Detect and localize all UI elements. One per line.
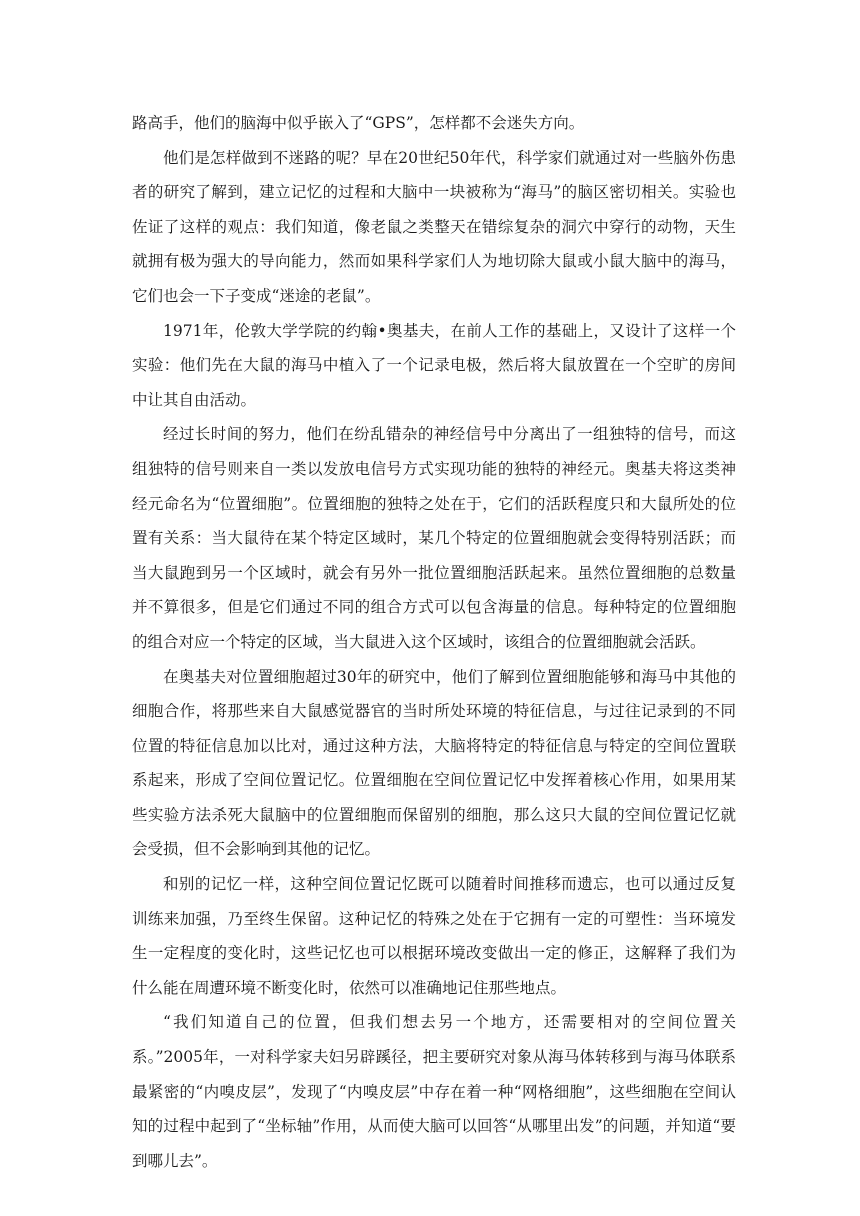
paragraph-memory-plasticity: 和别的记忆一样，这种空间位置记忆既可以随着时间推移而遗忘，也可以通过反复训练来加强，乃至终生保留。这种记忆的特殊之处在于它拥有一定的可塑性：当环境发生一定程度的变化时，这些记忆也可以根据环境改变做出一定的修正，这解释了我们为什么能在周遭环境不断变化时，依然可以准确地记住那些地点。 (132, 875, 736, 997)
article-body (132, 106, 736, 1178)
paragraph-spatial-memory: 在奥基夫对位置细胞超过30年的研究中，他们了解到位置细胞能够和海马中其他的细胞合作，将那些来自大鼠感觉器官的当时所处环境的特征信息，与过往记录到的不同位置的特征信息加以比对，通过这种方法，大脑将特定的特征信息与特定的空间位置联系起来，形成了空间位置记忆。位置细胞在空间位置记忆中发挥着核心作用，如果用某些实验方法杀死大鼠脑中的位置细胞而保留别的细胞，那么这只大鼠的空间位置记忆就会受损，但不会影响到其他的记忆。 (132, 667, 736, 859)
paragraph-hippocampus: 他们是怎样做到不迷路的呢？早在20世纪50年代，科学家们就通过对一些脑外伤患者的研究了解到，建立记忆的过程和大脑中一块被称为“海马”的脑区密切相关。实验也佐证了这样的观点：我们知道，像老鼠之类整天在错综复杂的洞穴中穿行的动物，天生就拥有极为强大的导向能力，然而如果科学家们人为地切除大鼠或小鼠大脑中的海马，它们也会一下子变成“迷途的老鼠”。 (132, 148, 736, 305)
paragraph-place-cells: 经过长时间的努力，他们在纷乱错杂的神经信号中分离出了一组独特的信号，而这组独特的信号则来自一类以发放电信号方式实现功能的独特的神经元。奥基夫将这类神经元命名为“位置细胞”。位置细胞的独特之处在于，它们的活跃程度只和大鼠所处的位置有关系：当大鼠待在某个特定区域时，某几个特定的位置细胞就会变得特别活跃；而当大鼠跑到另一个区域时，就会有另外一批位置细胞活跃起来。虽然位置细胞的总数量并不算很多，但是它们通过不同的组合方式可以包含海量的信息。每种特定的位置细胞的组合对应一个特定的区域，当大鼠进入这个区域时，该组合的位置细胞就会活跃。 (132, 425, 736, 651)
paragraph-grid-cells: “我们知道自己的位置，但我们想去另一个地方，还需要相对的空间位置关系。”2005年，一对科学家夫妇另辟蹊径，把主要研究对象从海马体转移到与海马体联系最紧密的“内嗅皮层”，发现了“内嗅皮层”中存在着一种“网格细胞”，这些细胞在空间认知的过程中起到了“坐标轴”作用，从而使大脑可以回答“从哪里出发”的问题，并知道“要到哪儿去”。 (132, 1013, 736, 1170)
paragraph-okeefe-experiment: 1971年，伦敦大学学院的约翰•奥基夫，在前人工作的基础上，又设计了这样一个实验：他们先在大鼠的海马中植入了一个记录电极，然后将大鼠放置在一个空旷的房间中让其自由活动。 (132, 321, 736, 409)
paragraph-continuation: 路高手，他们的脑海中似乎嵌入了“GPS”，怎样都不会迷失方向。 (132, 114, 585, 132)
